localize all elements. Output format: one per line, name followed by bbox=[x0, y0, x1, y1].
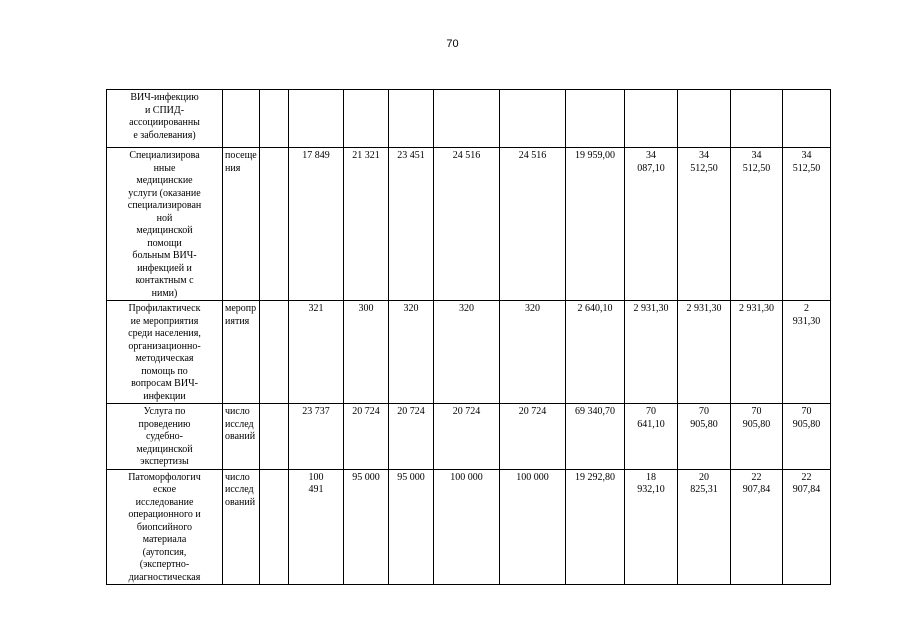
value-cell bbox=[731, 90, 783, 148]
value-cell: 34 512,50 bbox=[731, 148, 783, 301]
value-cell: 300 bbox=[344, 301, 389, 404]
table-row bbox=[107, 469, 831, 585]
value-cell bbox=[260, 404, 289, 470]
value-cell: 2 640,10 bbox=[566, 301, 625, 404]
value-cell: 69 340,70 bbox=[566, 404, 625, 470]
table-row bbox=[107, 148, 831, 301]
unit-cell bbox=[223, 404, 260, 470]
value-cell bbox=[625, 90, 678, 148]
value-cell: 2 931,30 bbox=[783, 301, 831, 404]
unit-label: меропр иятия bbox=[225, 303, 257, 327]
unit-label: посеще ния bbox=[225, 150, 257, 174]
value-cell bbox=[260, 301, 289, 404]
service-name-cell bbox=[107, 148, 223, 301]
value-cell: 20 724 bbox=[434, 404, 500, 470]
value-cell: 321 bbox=[289, 301, 344, 404]
table-row bbox=[107, 90, 831, 148]
table-row bbox=[107, 301, 831, 404]
value-cell: 100 000 bbox=[500, 469, 566, 585]
table-row bbox=[107, 404, 831, 470]
services-table bbox=[106, 89, 831, 585]
value-cell bbox=[500, 90, 566, 148]
value-cell: 19 292,80 bbox=[566, 469, 625, 585]
service-name-cell bbox=[107, 404, 223, 470]
value-cell: 24 516 bbox=[500, 148, 566, 301]
value-cell bbox=[344, 90, 389, 148]
value-cell bbox=[289, 90, 344, 148]
value-cell bbox=[389, 90, 434, 148]
value-cell: 70 905,80 bbox=[731, 404, 783, 470]
unit-label: число исслед ований bbox=[225, 406, 256, 442]
value-cell: 20 724 bbox=[500, 404, 566, 470]
unit-cell bbox=[223, 148, 260, 301]
value-cell bbox=[783, 90, 831, 148]
value-cell bbox=[260, 469, 289, 585]
unit-cell bbox=[223, 90, 260, 148]
value-cell: 20 825,31 bbox=[678, 469, 731, 585]
service-name: ВИЧ-инфекцию и СПИД- ассоциированны е заболевания) bbox=[129, 92, 200, 141]
value-cell: 70 905,80 bbox=[783, 404, 831, 470]
value-cell: 320 bbox=[500, 301, 566, 404]
value-cell: 20 724 bbox=[344, 404, 389, 470]
value-cell: 100 000 bbox=[434, 469, 500, 585]
page-number: 70 bbox=[446, 38, 459, 50]
value-cell: 95 000 bbox=[344, 469, 389, 585]
service-name: Услуга по проведению судебно- медицинской экспертизы bbox=[136, 406, 193, 467]
value-cell: 20 724 bbox=[389, 404, 434, 470]
service-name-cell bbox=[107, 469, 223, 585]
value-cell: 23 737 bbox=[289, 404, 344, 470]
value-cell: 100 491 bbox=[289, 469, 344, 585]
value-cell: 23 451 bbox=[389, 148, 434, 301]
unit-cell bbox=[223, 469, 260, 585]
service-name-cell bbox=[107, 90, 223, 148]
value-cell: 2 931,30 bbox=[731, 301, 783, 404]
value-cell: 34 512,50 bbox=[783, 148, 831, 301]
unit-cell bbox=[223, 301, 260, 404]
value-cell: 21 321 bbox=[344, 148, 389, 301]
value-cell bbox=[434, 90, 500, 148]
value-cell: 320 bbox=[389, 301, 434, 404]
value-cell bbox=[260, 90, 289, 148]
value-cell: 22 907,84 bbox=[731, 469, 783, 585]
value-cell: 70 641,10 bbox=[625, 404, 678, 470]
service-name: Специализирова нные медицинские услуги (оказание специализирован ной медицинской помощи больным ВИЧ- инфекцией и контактным с ними) bbox=[127, 150, 202, 299]
value-cell: 34 512,50 bbox=[678, 148, 731, 301]
value-cell: 70 905,80 bbox=[678, 404, 731, 470]
value-cell: 34 087,10 bbox=[625, 148, 678, 301]
value-cell: 2 931,30 bbox=[678, 301, 731, 404]
service-name-cell bbox=[107, 301, 223, 404]
service-name: Патоморфологич еское исследование операционного и биопсийного материала (аутопсия, (экспертно- диагностическая bbox=[128, 471, 201, 583]
value-cell bbox=[260, 148, 289, 301]
value-cell: 19 959,00 bbox=[566, 148, 625, 301]
value-cell: 320 bbox=[434, 301, 500, 404]
value-cell bbox=[678, 90, 731, 148]
value-cell bbox=[566, 90, 625, 148]
value-cell: 95 000 bbox=[389, 469, 434, 585]
value-cell: 22 907,84 bbox=[783, 469, 831, 585]
unit-label: число исслед ований bbox=[225, 471, 256, 508]
value-cell: 18 932,10 bbox=[625, 469, 678, 585]
service-name: Профилактическ ие мероприятия среди населения, организационно- методическая помощь по вопросам ВИЧ- инфекции bbox=[128, 303, 201, 402]
value-cell: 2 931,30 bbox=[625, 301, 678, 404]
value-cell: 24 516 bbox=[434, 148, 500, 301]
value-cell: 17 849 bbox=[289, 148, 344, 301]
